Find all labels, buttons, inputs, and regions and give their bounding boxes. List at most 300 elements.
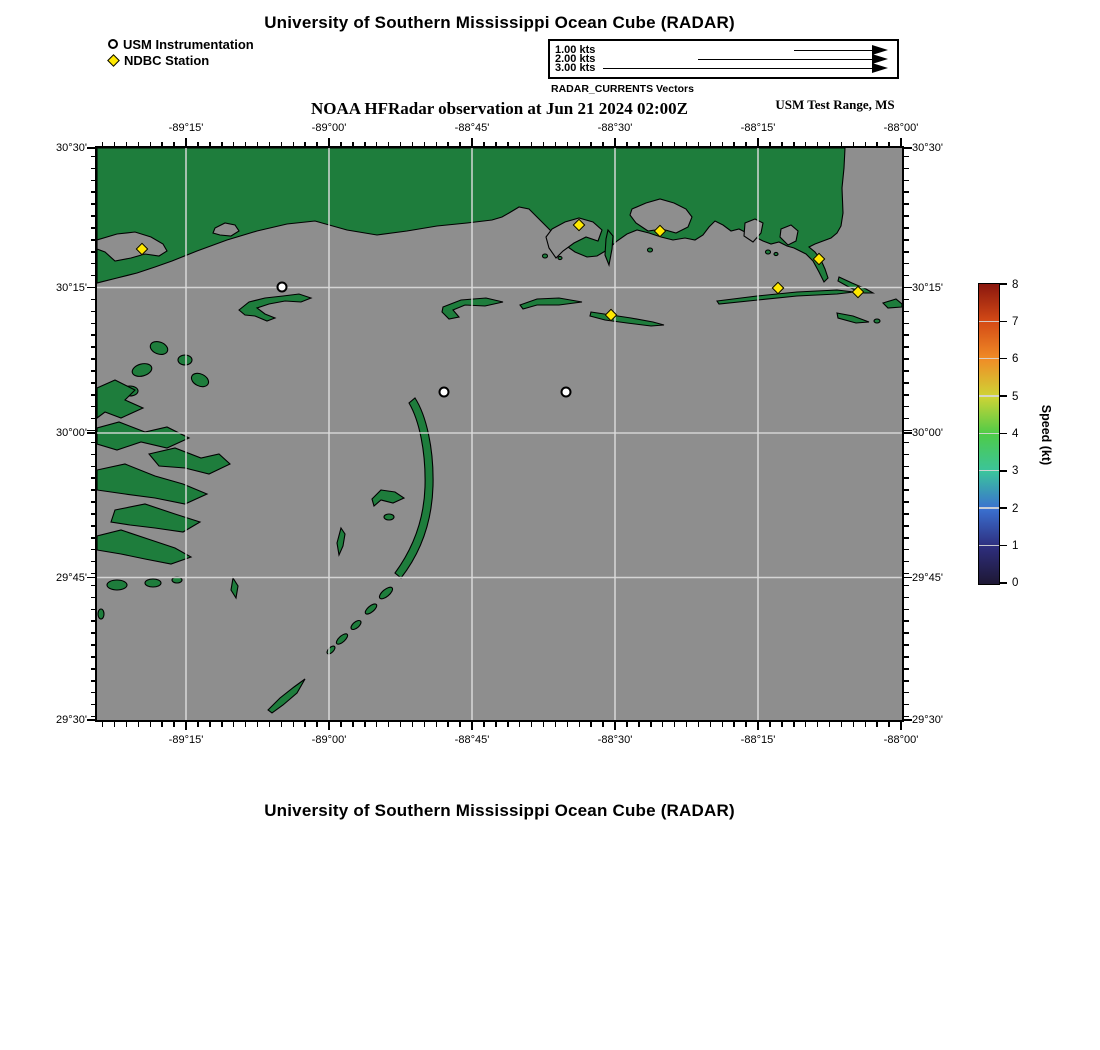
lat-tick-label: 29°45' xyxy=(912,571,943,584)
ship-island-east xyxy=(520,298,582,309)
axis-tick xyxy=(91,644,96,646)
lon-tick-label: -88°45' xyxy=(454,122,490,134)
axis-tick xyxy=(590,142,592,147)
axis-tick xyxy=(388,722,390,727)
axis-tick xyxy=(304,142,306,147)
axis-tick xyxy=(829,722,831,727)
axis-tick xyxy=(483,142,485,147)
vector-arrow-line xyxy=(698,59,873,61)
colorbar-gridline xyxy=(979,395,999,396)
axis-tick xyxy=(579,142,581,147)
lon-tick-label: -88°00' xyxy=(883,122,919,134)
axis-tick xyxy=(674,722,676,727)
south-sliver-island xyxy=(268,679,305,713)
axis-tick xyxy=(781,142,783,147)
axis-tick xyxy=(91,561,96,563)
marsh-blob-c xyxy=(131,362,153,379)
colorbar-tick-label: 4 xyxy=(1012,428,1019,440)
usm-instrumentation-marker[interactable] xyxy=(439,387,450,398)
axis-tick xyxy=(352,142,354,147)
axis-tick xyxy=(281,142,283,147)
axis-tick xyxy=(91,609,96,611)
east-edge-sliver xyxy=(883,299,902,308)
colorbar-tick xyxy=(1000,507,1007,509)
axis-tick xyxy=(209,722,211,727)
axis-tick xyxy=(281,722,283,727)
axis-tick xyxy=(793,722,795,727)
axis-tick xyxy=(507,722,509,727)
axis-tick xyxy=(698,722,700,727)
axis-tick xyxy=(293,722,295,727)
axis-tick xyxy=(904,454,909,456)
axis-tick xyxy=(91,442,96,444)
axis-tick xyxy=(662,722,664,727)
axis-tick xyxy=(626,142,628,147)
lat-tick-label: 29°45' xyxy=(56,571,87,584)
colorbar-gridline xyxy=(979,507,999,508)
marsh-mass-6 xyxy=(97,530,191,564)
colorbar-gridline xyxy=(979,470,999,471)
axis-tick xyxy=(471,722,473,730)
marsh-blob-f xyxy=(107,580,127,590)
axis-tick xyxy=(91,251,96,253)
axis-tick xyxy=(904,680,909,682)
axis-tick xyxy=(91,501,96,503)
axis-tick xyxy=(507,142,509,147)
axis-tick xyxy=(567,722,569,727)
axis-tick xyxy=(904,549,909,551)
colorbar-tick xyxy=(1000,395,1007,397)
lat-tick-label: 30°30' xyxy=(56,142,87,154)
axis-tick xyxy=(91,454,96,456)
axis-tick xyxy=(316,722,318,727)
axis-tick xyxy=(233,722,235,727)
axis-tick xyxy=(91,299,96,301)
axis-tick xyxy=(567,142,569,147)
axis-tick xyxy=(805,142,807,147)
axis-tick xyxy=(161,722,163,727)
freemason-island xyxy=(372,490,404,506)
islet-dot-1 xyxy=(874,319,880,323)
axis-tick xyxy=(209,142,211,147)
axis-tick xyxy=(102,722,104,727)
axis-tick xyxy=(710,142,712,147)
axis-tick xyxy=(888,722,890,727)
axis-tick xyxy=(904,719,912,721)
axis-tick xyxy=(197,142,199,147)
axis-tick xyxy=(904,513,909,515)
axis-tick xyxy=(257,722,259,727)
axis-tick xyxy=(245,142,247,147)
lon-tick-label: -88°15' xyxy=(740,734,776,746)
axis-tick xyxy=(793,142,795,147)
axis-tick xyxy=(904,525,909,527)
colorbar-tick-label: 2 xyxy=(1012,502,1019,515)
colorbar-gridline xyxy=(979,433,999,434)
region-label: USM Test Range, MS xyxy=(775,97,895,112)
axis-tick xyxy=(555,722,557,727)
colorbar-tick-label: 6 xyxy=(1012,353,1019,366)
marsh-blob-d xyxy=(189,371,210,389)
axis-tick xyxy=(364,142,366,147)
axis-tick xyxy=(91,525,96,527)
axis-tick xyxy=(91,358,96,360)
axis-tick xyxy=(91,573,96,575)
speed-colorbar xyxy=(978,283,1000,585)
axis-tick xyxy=(91,382,96,384)
lon-tick-label: -88°00' xyxy=(883,734,919,746)
axis-tick xyxy=(733,142,735,147)
axis-tick xyxy=(865,722,867,727)
colorbar-tick xyxy=(1000,433,1007,435)
axis-tick xyxy=(245,722,247,727)
axis-tick xyxy=(710,722,712,727)
axis-tick xyxy=(841,142,843,147)
lon-tick-label: -88°15' xyxy=(740,122,776,134)
axis-tick xyxy=(91,668,96,670)
axis-tick xyxy=(352,722,354,727)
vector-arrowhead-icon xyxy=(872,63,888,73)
axis-tick xyxy=(91,203,96,205)
axis-tick xyxy=(91,656,96,658)
lat-tick-label: 30°00' xyxy=(56,427,87,439)
sand-island xyxy=(837,313,869,323)
axis-tick xyxy=(650,142,652,147)
axis-tick xyxy=(495,142,497,147)
axis-tick xyxy=(865,142,867,147)
axis-tick xyxy=(904,442,909,444)
horn-island xyxy=(590,312,664,326)
chandeleur-bit-2 xyxy=(364,602,379,616)
lon-tick-label: -89°00' xyxy=(311,122,347,134)
vector-arrow-line xyxy=(794,50,873,52)
footer-title: University of Southern Mississippi Ocean Cube (RADAR) xyxy=(264,801,735,820)
axis-tick xyxy=(888,142,890,147)
axis-tick xyxy=(388,142,390,147)
chandeleur-bit-5 xyxy=(326,645,337,656)
axis-tick xyxy=(87,432,95,434)
axis-tick xyxy=(91,180,96,182)
axis-tick xyxy=(91,275,96,277)
axis-tick xyxy=(150,722,152,727)
axis-tick xyxy=(328,138,330,146)
axis-tick xyxy=(904,577,912,579)
axis-tick xyxy=(91,263,96,265)
colorbar-tick-label: 1 xyxy=(1012,540,1019,553)
axis-tick xyxy=(904,432,912,434)
axis-tick xyxy=(904,620,909,622)
usm-instrumentation-marker[interactable] xyxy=(277,282,288,293)
axis-tick xyxy=(161,142,163,147)
axis-tick xyxy=(436,142,438,147)
colorbar-gridline xyxy=(979,358,999,359)
axis-tick xyxy=(495,722,497,727)
axis-tick xyxy=(904,585,909,587)
lon-tick-label: -89°15' xyxy=(168,734,204,746)
axis-tick xyxy=(555,142,557,147)
axis-tick xyxy=(412,722,414,727)
axis-tick xyxy=(543,722,545,727)
axis-tick xyxy=(745,722,747,727)
page-title: University of Southern Mississippi Ocean Cube (RADAR) xyxy=(264,13,735,32)
axis-tick xyxy=(269,142,271,147)
axis-tick xyxy=(841,722,843,727)
chandeleur-bit-4 xyxy=(335,632,349,646)
usm-circle-icon xyxy=(108,39,118,49)
axis-tick xyxy=(686,142,688,147)
colorbar-tick-label: 8 xyxy=(1012,278,1019,291)
axis-tick xyxy=(904,287,912,289)
legend-item-label: USM Instrumentation xyxy=(123,36,254,52)
lat-tick-label: 29°30' xyxy=(56,714,87,726)
axis-tick xyxy=(459,722,461,727)
axis-tick xyxy=(328,722,330,730)
colorbar-tick xyxy=(1000,358,1007,360)
lat-tick-label: 30°00' xyxy=(912,427,943,439)
axis-tick xyxy=(904,275,909,277)
colorbar-tick xyxy=(1000,470,1007,472)
axis-tick xyxy=(91,156,96,158)
colorbar-tick xyxy=(1000,545,1007,547)
axis-tick xyxy=(817,142,819,147)
axis-tick xyxy=(626,722,628,727)
axis-tick xyxy=(91,716,96,718)
axis-tick xyxy=(87,719,95,721)
axis-tick xyxy=(424,142,426,147)
axis-tick xyxy=(531,142,533,147)
axis-tick xyxy=(904,215,909,217)
axis-tick xyxy=(904,716,909,718)
axis-tick xyxy=(91,585,96,587)
colorbar-tick-label: 7 xyxy=(1012,315,1019,328)
axis-tick xyxy=(91,239,96,241)
axis-tick xyxy=(904,323,909,325)
axis-tick xyxy=(91,346,96,348)
vector-scale-label: 3.00 kts xyxy=(555,61,596,74)
axis-tick xyxy=(904,632,909,634)
axis-tick xyxy=(781,722,783,727)
axis-tick xyxy=(904,644,909,646)
axis-tick xyxy=(91,466,96,468)
axis-tick xyxy=(745,142,747,147)
axis-tick xyxy=(638,722,640,727)
axis-tick xyxy=(602,142,604,147)
axis-tick xyxy=(114,722,116,727)
axis-tick xyxy=(91,215,96,217)
axis-tick xyxy=(686,722,688,727)
axis-tick xyxy=(221,722,223,727)
axis-tick xyxy=(579,722,581,727)
colorbar-tick-label: 0 xyxy=(1012,577,1019,590)
mainland-landmass xyxy=(97,148,845,283)
axis-tick xyxy=(91,191,96,193)
symbol-legend xyxy=(108,36,254,68)
axis-tick xyxy=(904,156,909,158)
lon-tick-label: -89°00' xyxy=(311,734,347,746)
axis-tick xyxy=(340,722,342,727)
axis-tick xyxy=(447,142,449,147)
lat-tick-label: 30°30' xyxy=(912,142,943,154)
axis-tick xyxy=(150,142,152,147)
legend-item xyxy=(108,52,254,68)
axis-tick xyxy=(853,722,855,727)
axis-tick xyxy=(257,142,259,147)
ndbc-diamond-icon xyxy=(107,54,120,67)
vector-scale-label: 1.00 kts xyxy=(555,43,596,56)
axis-tick xyxy=(674,142,676,147)
axis-tick xyxy=(722,142,724,147)
axis-tick xyxy=(904,191,909,193)
axis-tick xyxy=(519,722,521,727)
axis-tick xyxy=(904,573,909,575)
axis-tick xyxy=(483,722,485,727)
axis-tick xyxy=(650,722,652,727)
axis-tick xyxy=(173,722,175,727)
chandeleur-bit-1 xyxy=(378,585,395,601)
axis-tick xyxy=(904,561,909,563)
axis-tick xyxy=(233,142,235,147)
axis-tick xyxy=(757,722,759,730)
vector-scale-legend xyxy=(548,39,899,79)
islet-dot-2 xyxy=(543,254,548,258)
axis-tick xyxy=(602,722,604,727)
axis-tick xyxy=(638,142,640,147)
axis-tick xyxy=(904,418,909,420)
axis-tick xyxy=(91,168,96,170)
axis-tick xyxy=(904,311,909,313)
marsh-blob-g xyxy=(145,579,161,587)
chandeleur-bit-3 xyxy=(349,619,362,631)
axis-tick xyxy=(733,722,735,727)
lat-tick-label: 29°30' xyxy=(912,714,943,726)
lat-tick-label: 30°15' xyxy=(56,281,87,294)
axis-tick xyxy=(904,239,909,241)
colorbar-gridline xyxy=(979,321,999,322)
axis-tick xyxy=(904,692,909,694)
colorbar-axis-label: Speed (kt) xyxy=(1039,404,1053,466)
lon-tick-label: -88°45' xyxy=(454,734,490,746)
axis-tick xyxy=(904,263,909,265)
axis-tick xyxy=(91,370,96,372)
axis-tick xyxy=(293,142,295,147)
axis-tick xyxy=(590,722,592,727)
lon-tick-label: -89°15' xyxy=(168,122,204,134)
axis-tick xyxy=(376,142,378,147)
axis-tick xyxy=(447,722,449,727)
marsh-mass-4 xyxy=(97,464,207,504)
axis-tick xyxy=(900,138,902,146)
legend-item xyxy=(108,36,254,52)
axis-tick xyxy=(614,138,616,146)
axis-tick xyxy=(91,489,96,491)
vector-arrow-line xyxy=(603,68,873,70)
axis-tick xyxy=(904,382,909,384)
lat-tick-label: 30°15' xyxy=(912,281,943,294)
axis-tick xyxy=(400,142,402,147)
axis-tick xyxy=(904,406,909,408)
axis-tick xyxy=(904,358,909,360)
axis-tick xyxy=(138,142,140,147)
marsh-blob-i xyxy=(98,609,104,619)
chandeleur-islands xyxy=(395,398,433,578)
lon-tick-label: -88°30' xyxy=(597,122,633,134)
colorbar-tick-label: 5 xyxy=(1012,390,1019,403)
axis-tick xyxy=(853,142,855,147)
axis-tick xyxy=(91,323,96,325)
axis-tick xyxy=(757,138,759,146)
colorbar-tick xyxy=(1000,321,1007,323)
cat-island xyxy=(239,294,311,321)
axis-tick xyxy=(519,142,521,147)
islet-dot-4 xyxy=(648,248,653,252)
axis-tick xyxy=(459,142,461,147)
islet-dot-3 xyxy=(558,256,562,259)
colorbar-tick-label: 3 xyxy=(1012,465,1019,478)
axis-tick xyxy=(185,138,187,146)
axis-tick xyxy=(769,142,771,147)
axis-tick xyxy=(91,394,96,396)
coastline-layer xyxy=(97,148,902,720)
map-canvas[interactable] xyxy=(56,122,943,746)
axis-tick xyxy=(698,142,700,147)
axis-tick xyxy=(126,142,128,147)
axis-tick xyxy=(91,406,96,408)
axis-tick xyxy=(531,722,533,727)
axis-tick xyxy=(876,722,878,727)
axis-tick xyxy=(412,142,414,147)
axis-tick xyxy=(376,722,378,727)
axis-tick xyxy=(817,722,819,727)
map-title: NOAA HFRadar observation at Jun 21 2024 02:00Z xyxy=(310,99,688,118)
axis-tick xyxy=(904,537,909,539)
axis-tick xyxy=(904,704,909,706)
axis-tick xyxy=(91,704,96,706)
axis-tick xyxy=(904,609,909,611)
axis-tick xyxy=(91,227,96,229)
axis-tick xyxy=(185,722,187,730)
axis-tick xyxy=(829,142,831,147)
marsh-blob-b xyxy=(178,355,192,365)
axis-tick xyxy=(91,692,96,694)
axis-tick xyxy=(91,632,96,634)
axis-tick xyxy=(662,142,664,147)
axis-tick xyxy=(904,466,909,468)
colorbar-tick xyxy=(1000,582,1007,584)
colorbar-gridline xyxy=(979,545,999,546)
axis-tick xyxy=(904,168,909,170)
axis-tick xyxy=(173,142,175,147)
usm-instrumentation-marker[interactable] xyxy=(561,387,572,398)
axis-tick xyxy=(87,430,95,432)
petit-bois-dauphin-island xyxy=(717,290,854,304)
axis-tick xyxy=(904,656,909,658)
axis-tick xyxy=(91,680,96,682)
axis-tick xyxy=(269,722,271,727)
axis-tick xyxy=(87,577,95,579)
axis-tick xyxy=(91,597,96,599)
axis-tick xyxy=(769,722,771,727)
marsh-mass-3 xyxy=(149,448,230,474)
axis-tick xyxy=(138,722,140,727)
axis-tick xyxy=(904,251,909,253)
axis-tick xyxy=(102,142,104,147)
axis-tick xyxy=(424,722,426,727)
axis-tick xyxy=(904,370,909,372)
legend-item-label: NDBC Station xyxy=(124,52,210,68)
axis-tick xyxy=(900,722,902,730)
axis-tick xyxy=(904,346,909,348)
axis-tick xyxy=(904,147,912,149)
